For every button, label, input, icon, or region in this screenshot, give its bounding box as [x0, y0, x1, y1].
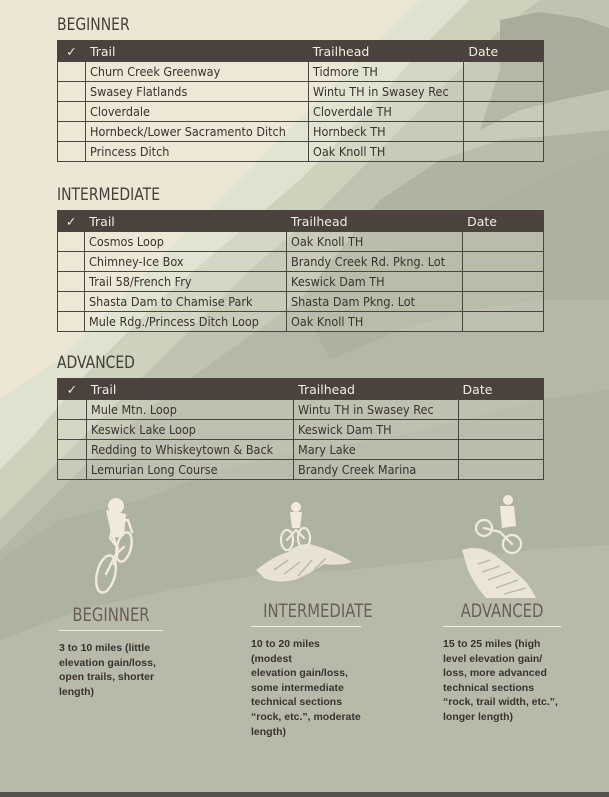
- level-heading: INTERMEDIATE: [263, 600, 373, 622]
- trailhead-name: Oak Knoll TH: [290, 234, 364, 249]
- advanced-level-block: [443, 600, 561, 725]
- table-header-row: [58, 211, 544, 232]
- trail-name: Redding to Whiskeytown & Back: [90, 442, 273, 457]
- column-header-date: Date: [463, 211, 544, 232]
- divider: [251, 626, 361, 627]
- table-row: [58, 420, 544, 440]
- table-row: [58, 232, 544, 252]
- date-cell[interactable]: [463, 252, 544, 272]
- level-description: 3 to 10 miles (little elevation gain/loss, open trails, shorter length): [59, 642, 156, 698]
- trail-name: Trail 58/French Fry: [89, 274, 192, 289]
- level-heading: ADVANCED: [460, 600, 544, 622]
- date-cell[interactable]: [463, 272, 544, 292]
- advanced-section-title: ADVANCED: [57, 353, 135, 373]
- trailhead-name: Oak Knoll TH: [312, 144, 385, 159]
- trailhead-name: Wintu TH in Swasey Rec: [298, 402, 434, 417]
- trailhead-name: Keswick Dam TH: [298, 422, 392, 437]
- trail-name: Mule Rdg./Princess Ditch Loop: [89, 314, 260, 329]
- check-box[interactable]: [58, 400, 87, 420]
- intermediate-level-block: [251, 600, 373, 739]
- divider: [59, 630, 163, 631]
- table-row: [58, 142, 544, 162]
- column-header-trailhead: Trailhead: [308, 41, 464, 62]
- trailhead-name: Tidmore TH: [312, 64, 378, 79]
- column-header-trailhead: Trailhead: [294, 379, 458, 400]
- check-box[interactable]: [58, 122, 86, 142]
- check-box[interactable]: [58, 460, 87, 480]
- biker-climbing-steep-hill-icon: [456, 494, 540, 598]
- date-cell[interactable]: [458, 440, 543, 460]
- trailhead-name: Oak Knoll TH: [290, 314, 364, 329]
- date-cell[interactable]: [464, 62, 544, 82]
- intermediate-trail-table: [57, 210, 544, 332]
- column-header-trail: Trail: [85, 41, 308, 62]
- column-header-date: Date: [464, 41, 544, 62]
- table-row: [58, 82, 544, 102]
- trail-name: Princess Ditch: [89, 144, 170, 159]
- checkmark-icon: ✓: [58, 41, 86, 62]
- table-row: [58, 102, 544, 122]
- trail-name: Shasta Dam to Chamise Park: [89, 294, 253, 309]
- date-cell[interactable]: [464, 102, 544, 122]
- date-cell[interactable]: [464, 142, 544, 162]
- divider: [443, 626, 561, 627]
- trailhead-name: Shasta Dam Pkng. Lot: [290, 294, 415, 309]
- date-cell[interactable]: [463, 292, 544, 312]
- check-box[interactable]: [58, 232, 85, 252]
- trail-name: Swasey Flatlands: [89, 84, 188, 99]
- biker-jumping-over-hill-icon: [254, 500, 354, 586]
- table-row: [58, 312, 544, 332]
- level-description: 10 to 20 miles (modest elevation gain/loss, some intermediate technical sections “rock, etc.”, moderate length): [251, 638, 361, 738]
- checkmark-icon: ✓: [58, 379, 87, 400]
- column-header-trail: Trail: [86, 379, 293, 400]
- column-header-date: Date: [458, 379, 543, 400]
- footer-bar: [0, 792, 609, 797]
- check-box[interactable]: [58, 142, 86, 162]
- trail-name: Keswick Lake Loop: [90, 422, 196, 437]
- check-box[interactable]: [58, 292, 85, 312]
- column-header-trailhead: Trailhead: [286, 211, 462, 232]
- beginner-section-title: BEGINNER: [57, 15, 130, 35]
- date-cell[interactable]: [464, 122, 544, 142]
- beginner-level-block: [59, 604, 163, 699]
- date-cell[interactable]: [464, 82, 544, 102]
- table-row: [58, 460, 544, 480]
- check-box[interactable]: [58, 440, 87, 460]
- check-box[interactable]: [58, 102, 86, 122]
- trailhead-name: Hornbeck TH: [312, 124, 386, 139]
- date-cell[interactable]: [463, 312, 544, 332]
- check-box[interactable]: [58, 62, 86, 82]
- advanced-trail-table: [57, 378, 544, 480]
- trailhead-name: Brandy Creek Marina: [298, 462, 417, 477]
- trailhead-name: Keswick Dam TH: [290, 274, 385, 289]
- date-cell[interactable]: [458, 460, 543, 480]
- table-row: [58, 122, 544, 142]
- check-box[interactable]: [58, 82, 86, 102]
- check-box[interactable]: [58, 272, 85, 292]
- level-heading: BEGINNER: [72, 604, 150, 626]
- trail-name: Lemurian Long Course: [90, 462, 218, 477]
- table-header-row: [58, 379, 544, 400]
- table-row: [58, 400, 544, 420]
- trail-name: Chimney-Ice Box: [89, 254, 184, 269]
- trail-name: Hornbeck/Lower Sacramento Ditch: [89, 124, 286, 139]
- table-row: [58, 252, 544, 272]
- check-box[interactable]: [58, 420, 87, 440]
- date-cell[interactable]: [463, 232, 544, 252]
- column-header-trail: Trail: [85, 211, 287, 232]
- trail-name: Mule Mtn. Loop: [90, 402, 177, 417]
- table-row: [58, 440, 544, 460]
- check-box[interactable]: [58, 252, 85, 272]
- date-cell[interactable]: [458, 400, 543, 420]
- table-row: [58, 62, 544, 82]
- trailhead-name: Wintu TH in Swasey Rec: [312, 84, 449, 99]
- beginner-trail-table: [57, 40, 544, 162]
- trail-name: Churn Creek Greenway: [89, 64, 221, 79]
- check-box[interactable]: [58, 312, 85, 332]
- trail-name: Cloverdale: [89, 104, 150, 119]
- trailhead-name: Brandy Creek Rd. Pkng. Lot: [290, 254, 445, 269]
- mountain-biker-riding-icon: [84, 492, 146, 596]
- table-header-row: [58, 41, 544, 62]
- trail-name: Cosmos Loop: [89, 234, 165, 249]
- trailhead-name: Mary Lake: [298, 442, 356, 457]
- checkmark-icon: ✓: [58, 211, 85, 232]
- table-row: [58, 292, 544, 312]
- table-row: [58, 272, 544, 292]
- level-description: 15 to 25 miles (high level elevation gain/ loss, more advanced technical sections “rock, trail width, etc.”, longer length): [443, 638, 558, 723]
- intermediate-section-title: INTERMEDIATE: [57, 185, 161, 205]
- trailhead-name: Cloverdale TH: [312, 104, 392, 119]
- date-cell[interactable]: [458, 420, 543, 440]
